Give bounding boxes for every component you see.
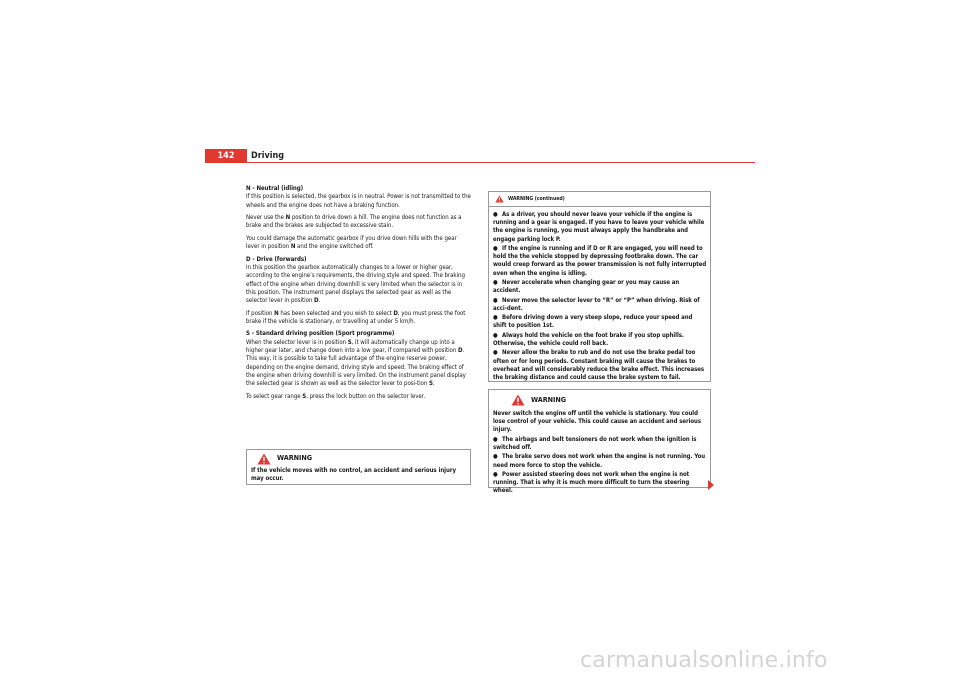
next-page-arrow-icon — [708, 480, 714, 490]
list-item: ● The brake servo does not work when the engine is not running. You need more force to stop the vehicle. — [493, 453, 706, 469]
warning-header — [489, 390, 710, 410]
sport-heading: S - Standard driving position (Sport programme) — [246, 330, 395, 338]
warning-triangle-small-icon — [495, 195, 504, 203]
list-item: ● The airbags and belt tensioners do not work when the ignition is switched off. — [493, 435, 697, 451]
warning-intro: Never switch the engine off until the vehicle is stationary. You could lose control of your vehicle. This could cause an accident and serious injury. — [493, 410, 702, 434]
list-item: ● As a driver, you should never leave your vehicle if the engine is running and a gear is engaged. If you have to leave your vehicle while the engine is running, you must always apply the handbrake and engage parking lock P. — [493, 211, 705, 243]
warning-box-right — [488, 389, 711, 495]
neutral-paragraph-3: You could damage the automatic gearbox if you drive down hills with the gear lever in position N and the engine switched off. — [246, 234, 457, 251]
list-item: ● Never move the selector lever to “R” or “P” when driving. Risk of acci-dent. — [493, 296, 700, 312]
warning-right-text — [489, 410, 710, 500]
list-item: ● Never allow the brake to rub and do not use the brake pedal too often or for long periods. Constant braking will cause the brakes to overheat and will considerably reduce the brake effect. This increases the braking distance and could cause the brake system to fail. — [493, 349, 705, 381]
drive-heading: D - Drive (forwards) — [246, 255, 307, 263]
warning-triangle-icon — [257, 453, 271, 465]
warning-continued-header — [489, 192, 710, 207]
warning-continued-list — [489, 207, 710, 386]
chapter-title: Driving — [251, 151, 285, 161]
sport-paragraph-1: When the selector lever is in position S, it will automatically change up into a higher gear later, and change down into a low gear, if compared with position D. This way, it is possible to take full advantage of the engine reserve power, depending on the engine demand, driving style and speed. The braking effect of the engine when driving downhill is very limited. On the instrument panel display the selected gear is shown as well as the selector lever to posi-tion S. — [246, 338, 466, 388]
warning-header — [247, 450, 470, 467]
list-item: ● Always hold the vehicle on the foot brake if you stop uphills. Otherwise, the vehicle could roll back. — [493, 331, 684, 347]
sport-paragraph-2: To select gear range S, press the lock button on the selector lever. — [246, 392, 426, 400]
page-number: 142 — [205, 149, 247, 163]
warning-title: WARNING — [277, 453, 312, 463]
warning-continued-title: WARNING (continued) — [508, 195, 565, 202]
list-item: ● Before driving down a very steep slope, reduce your speed and shift to position 1st. — [493, 314, 693, 330]
drive-paragraph-2: If position N has been selected and you wish to select D, you must press the foot brake if the vehicle is stationary, or travelling at under 5 km/h. — [246, 309, 466, 325]
neutral-heading: N - Neutral (idling) — [246, 185, 304, 192]
warning-box-left — [246, 449, 471, 485]
list-item: ● If the engine is running and if D or R are engaged, you will need to hold the the vehicle stopped by depressing footbrake down. The car would creep forward as the power transmission is not fully interrupted even when the engine is idling. — [493, 245, 707, 277]
warning-continued-box — [488, 191, 711, 382]
list-item: ● Power assisted steering does not work when the engine is not running. That is why it is much more difficult to turn the steering wheel. — [493, 470, 690, 495]
warning-triangle-icon — [511, 394, 525, 406]
left-column — [246, 185, 471, 405]
neutral-paragraph-1: If this position is selected, the gearbox is in neutral. Power is not transmitted to the wheels and the engine does not have a braking function. — [246, 193, 471, 209]
header-divider — [205, 162, 755, 163]
neutral-paragraph-2: Never use the N position to drive down a hill. The engine does not function as a brake and the brakes are subjected to excessive stain. — [246, 214, 462, 230]
list-item: ● Never accelerate when changing gear or you may cause an accident. — [493, 279, 680, 295]
warning-text: If the vehicle moves with no control, an accident and serious injury may occur. — [251, 467, 457, 483]
watermark: carmanualsonline.info — [580, 648, 828, 673]
drive-paragraph-1: In this position the gearbox automatically changes to a lower or higher gear, according to the engine’s requirements, the driving style and speed. The braking effect of the engine when driving downhill is very limited when the selector is in this position. The instrument panel displays the selected gear as well as the selector lever in position D. — [246, 263, 465, 305]
warning-title: WARNING — [531, 394, 566, 404]
